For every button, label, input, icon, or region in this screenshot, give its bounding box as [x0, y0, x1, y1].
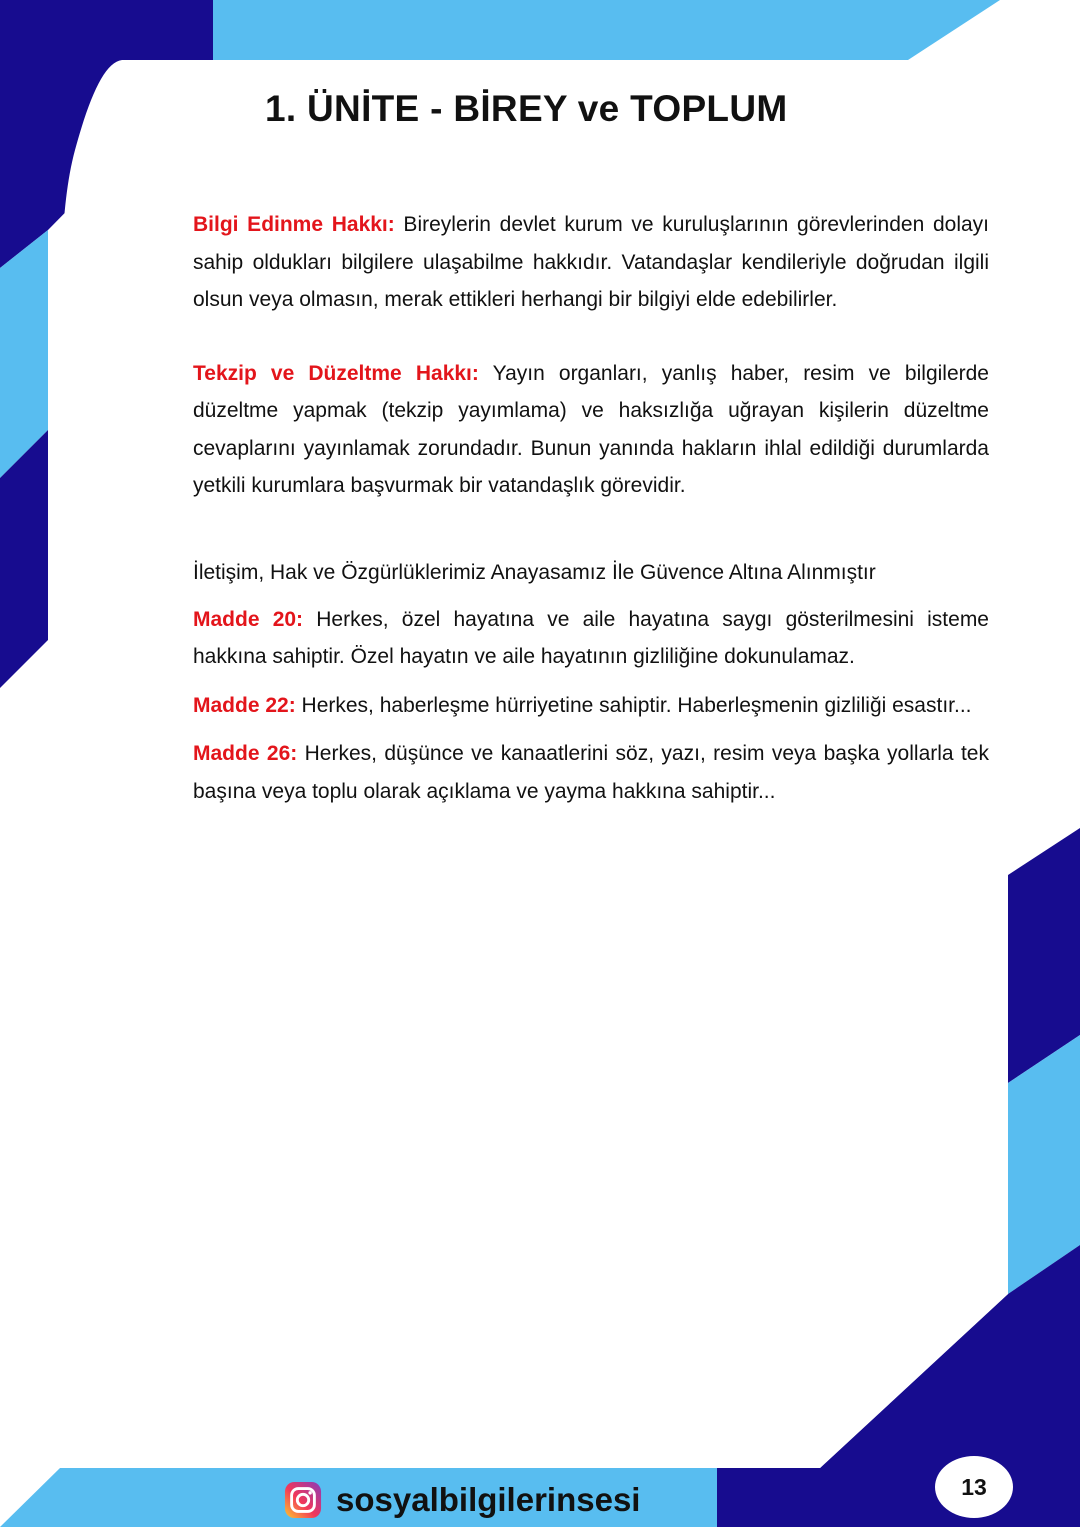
- footer-social: [284, 1477, 640, 1523]
- term-bilgi-edinme: Bilgi Edinme Hakkı:: [193, 213, 395, 236]
- paragraph-bilgi-edinme: [193, 206, 989, 319]
- instagram-icon: [284, 1481, 322, 1519]
- page-title: 1. ÜNİTE - BİREY ve TOPLUM: [265, 88, 788, 129]
- term-madde-22: Madde 22:: [193, 693, 296, 717]
- social-handle[interactable]: sosyalbilgilerinsesi: [336, 1481, 641, 1518]
- text-tekzip: Yayın organları, yanlış haber, resim ve bilgilerde düzeltme yapmak (tekzip yayımlama) ve haksızlığa uğrayan kişilerin düzeltme cevaplarını yayınlamak zorundadır. Bunun yanında hakların ihlal edildiği durumlarda yetkili kurumlara başvurmak bir vatandaşlık görevidir.: [193, 361, 989, 497]
- paragraph-tekzip: [193, 355, 989, 505]
- content-body: [193, 206, 989, 810]
- bg-top-light-band: [213, 0, 1000, 60]
- text-madde-22: Herkes, haberleşme hürriyetine sahiptir. Haberleşmenin gizliliği esastır...: [295, 693, 972, 717]
- term-tekzip: Tekzip ve Düzeltme Hakkı:: [193, 361, 479, 385]
- text-bilgi-edinme: Bireylerin devlet kurum ve kuruluşlarının görevlerinden dolayı sahip oldukları bilgilere ulaşabilme hakkıdır. Vatandaşlar kendileriyle doğrudan ilgili olsun veya olmasın, merak ettikleri herhangi bir bilgiyi elde edebilirler.: [193, 213, 989, 311]
- section-heading: İletişim, Hak ve Özgürlüklerimiz Anayasamız İle Güvence Altına Alınmıştır: [193, 560, 876, 584]
- paragraph-madde-26: [193, 735, 989, 810]
- term-madde-20: Madde 20:: [193, 607, 304, 631]
- paragraph-madde-20: [193, 601, 989, 676]
- term-madde-26: Madde 26:: [193, 742, 298, 765]
- text-madde-20: Herkes, özel hayatına ve aile hayatına saygı gösterilmesini isteme hakkına sahiptir. Özel hayatın ve aile hayatının gizliliğine dokunulamaz.: [193, 607, 989, 668]
- page-number: 13: [935, 1456, 1013, 1518]
- paragraph-madde-22: [193, 687, 989, 725]
- text-madde-26: Herkes, düşünce ve kanaatlerini söz, yazı, resim veya başka yollarla tek başına veya toplu olarak açıklama ve yayma hakkına sahiptir...: [193, 742, 989, 803]
